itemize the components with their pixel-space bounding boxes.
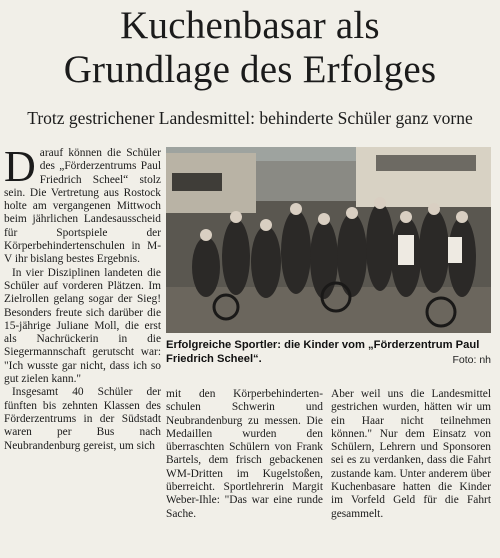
paragraph-1-text: arauf können die Schüler des „Förderzentrums Paul Friedrich Scheel“ stolz sein. Die Vertretung aus Rostock holte am vergangenen Mittwoch beim jährlichen Landesausscheid für Sportspiele der Körperbehindertenschulen in M-V ihr bislang bestes Ergebnis.: [4, 147, 161, 266]
subheadline: Trotz gestrichener Landesmittel: behinderte Schüler ganz vorne: [27, 108, 473, 128]
article-column-2: [166, 388, 323, 521]
drop-cap: D: [4, 142, 36, 191]
paragraph-3: Insgesamt 40 Schüler der fünften bis zehnten Klassen des Förderzentrums in der Südstadt waren per Bus nach Neubrandenburg gereist, um sich: [4, 386, 161, 452]
headline-line-1: Kuchenbasar als: [120, 4, 380, 47]
article-column-1: [4, 142, 161, 453]
team-photo-illustration: [166, 147, 491, 333]
photo-caption: Erfolgreiche Sportler: die Kinder vom „Förderzentrum Paul Friedrich Scheel“.: [166, 339, 480, 365]
article-column-3: [331, 388, 491, 521]
paragraph-4: mit den Körperbehinderten-schulen Schwerin und Neubrandenburg zu messen. Die Medaillen wurden den überraschten Schülern von Frank Bartels, dem frisch gebackenen WM-Dritten im Kugelstoßen, überreicht. Sportlehrerin Margit Weber-Ihle: "Das war eine runde Sache.: [166, 388, 323, 520]
headline: [0, 4, 500, 92]
headline-line-2: Grundlage des Erfolges: [63, 48, 437, 91]
team-photo: [166, 147, 491, 333]
paragraph-2: In vier Disziplinen landeten die Schüler auf vorderen Plätzen. Im Zielrollen gelang sogar der Sieg! Besonders freute sich darüber die 15-jährige Juliane Moll, die erst als Nachrückerin in die Siegermannschaft gerutscht war: "Ich wusste gar nicht, dass ich so gut zielen kann.": [4, 266, 161, 386]
paragraph-1: [4, 142, 161, 267]
photo-credit: Foto: nh: [452, 354, 491, 366]
paragraph-5: Aber weil uns die Landesmittel gestrichen wurden, hätten wir um ein Haar nicht teilnehmen können." Nur dem Einsatz von Schülern, Lehrern und Sponsoren sei es zu verdanken, dass die Fahrt zustande kam. Unter anderem über Kuchenbasare hatten die Kinder im Vorfeld Geld für die Fahrt gesammelt.: [331, 388, 491, 520]
